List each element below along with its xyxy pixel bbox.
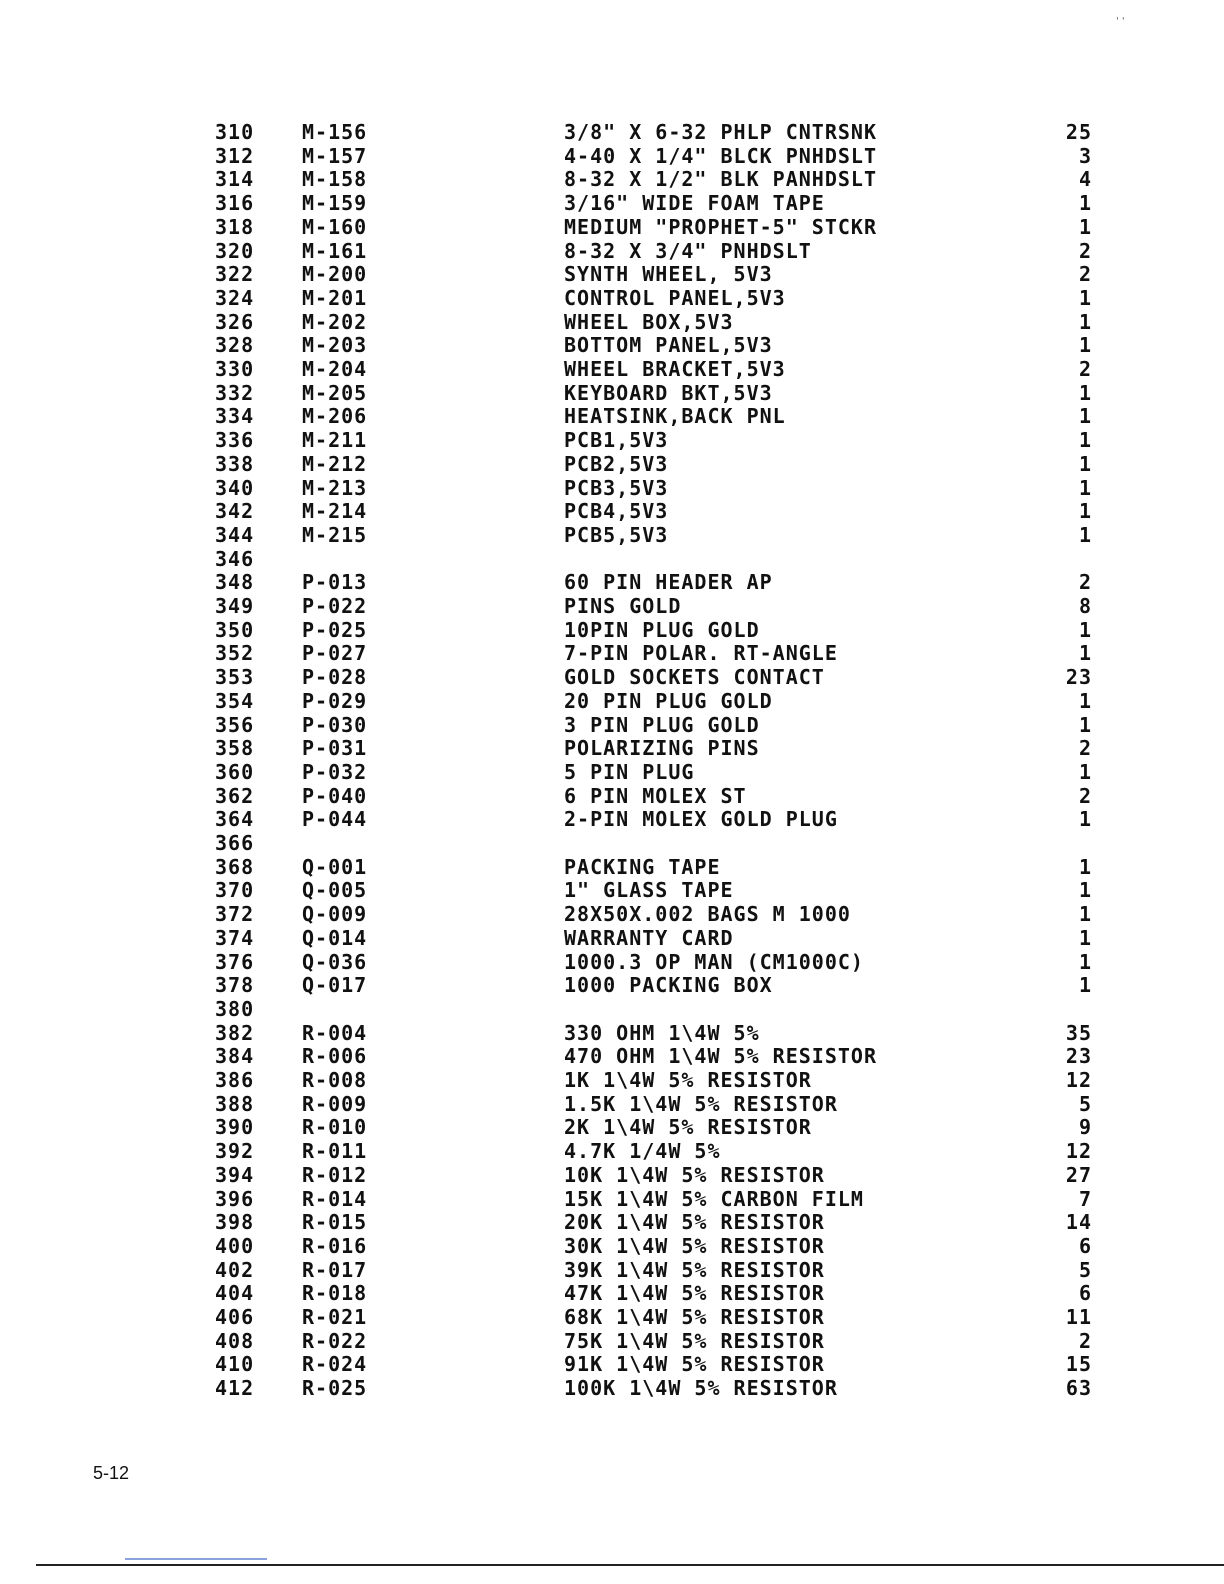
part-number: R-014 bbox=[302, 1186, 368, 1211]
quantity: 1 bbox=[1078, 380, 1092, 405]
part-number: Q-009 bbox=[302, 902, 368, 927]
quantity: 23 bbox=[1065, 1044, 1092, 1069]
description: PACKING TAPE bbox=[564, 854, 721, 879]
table-row bbox=[0, 1115, 1224, 1139]
part-number: P-029 bbox=[302, 688, 368, 713]
table-row bbox=[0, 523, 1224, 547]
table-row bbox=[0, 926, 1224, 950]
quantity: 1 bbox=[1078, 973, 1092, 998]
part-number: R-009 bbox=[302, 1091, 368, 1116]
table-row bbox=[0, 618, 1224, 642]
quantity: 15 bbox=[1065, 1352, 1092, 1377]
part-number: Q-001 bbox=[302, 854, 368, 879]
table-row bbox=[0, 665, 1224, 689]
description: WHEEL BOX,5V3 bbox=[564, 309, 734, 334]
table-row bbox=[0, 215, 1224, 239]
quantity: 1 bbox=[1078, 522, 1092, 547]
part-number: M-203 bbox=[302, 333, 368, 358]
description: 330 OHM 1\4W 5% bbox=[564, 1020, 760, 1045]
quantity: 7 bbox=[1078, 1186, 1092, 1211]
table-row bbox=[0, 1329, 1224, 1353]
description: 60 PIN HEADER AP bbox=[564, 570, 773, 595]
table-row bbox=[0, 191, 1224, 215]
quantity: 1 bbox=[1078, 712, 1092, 737]
part-number: P-044 bbox=[302, 807, 368, 832]
part-number: M-157 bbox=[302, 143, 368, 168]
line-number: 360 bbox=[215, 759, 255, 784]
part-number: M-201 bbox=[302, 285, 368, 310]
table-row bbox=[0, 973, 1224, 997]
quantity: 1 bbox=[1078, 285, 1092, 310]
line-number: 334 bbox=[215, 404, 255, 429]
table-row bbox=[0, 1044, 1224, 1068]
quantity: 2 bbox=[1078, 736, 1092, 761]
description: 28X50X.002 BAGS M 1000 bbox=[564, 902, 851, 927]
quantity: 25 bbox=[1065, 120, 1092, 144]
quantity: 1 bbox=[1078, 404, 1092, 429]
quantity: 4 bbox=[1078, 167, 1092, 192]
description: 30K 1\4W 5% RESISTOR bbox=[564, 1233, 825, 1258]
line-number: 374 bbox=[215, 925, 255, 950]
table-row bbox=[0, 878, 1224, 902]
part-number: M-212 bbox=[302, 451, 368, 476]
description: POLARIZING PINS bbox=[564, 736, 760, 761]
quantity: 1 bbox=[1078, 759, 1092, 784]
description: 91K 1\4W 5% RESISTOR bbox=[564, 1352, 825, 1377]
table-row bbox=[0, 1281, 1224, 1305]
description: 15K 1\4W 5% CARBON FILM bbox=[564, 1186, 864, 1211]
corner-mark: ' ' bbox=[1116, 16, 1125, 27]
quantity: 12 bbox=[1065, 1068, 1092, 1092]
quantity: 2 bbox=[1078, 783, 1092, 808]
description: PCB2,5V3 bbox=[564, 451, 669, 476]
part-number: P-031 bbox=[302, 736, 368, 761]
description: 10K 1\4W 5% RESISTOR bbox=[564, 1162, 825, 1187]
table-row bbox=[0, 1234, 1224, 1258]
table-row bbox=[0, 831, 1224, 855]
table-row bbox=[0, 997, 1224, 1021]
quantity: 1 bbox=[1078, 688, 1092, 713]
description: 3/16" WIDE FOAM TAPE bbox=[564, 191, 825, 216]
line-number: 400 bbox=[215, 1233, 255, 1258]
table-row bbox=[0, 1092, 1224, 1116]
description: 2K 1\4W 5% RESISTOR bbox=[564, 1115, 812, 1140]
table-row bbox=[0, 428, 1224, 452]
table-row bbox=[0, 167, 1224, 191]
description: 4.7K 1/4W 5% bbox=[564, 1139, 721, 1164]
part-number: M-202 bbox=[302, 309, 368, 334]
line-number: 376 bbox=[215, 949, 255, 974]
part-number: R-017 bbox=[302, 1257, 368, 1282]
line-number: 356 bbox=[215, 712, 255, 737]
quantity: 6 bbox=[1078, 1233, 1092, 1258]
table-row bbox=[0, 1376, 1224, 1400]
description: 1" GLASS TAPE bbox=[564, 878, 734, 903]
quantity: 1 bbox=[1078, 641, 1092, 666]
table-row bbox=[0, 807, 1224, 831]
table-row bbox=[0, 239, 1224, 263]
description: HEATSINK,BACK PNL bbox=[564, 404, 786, 429]
part-number: R-010 bbox=[302, 1115, 368, 1140]
line-number: 312 bbox=[215, 143, 255, 168]
part-number: M-156 bbox=[302, 120, 368, 144]
line-number: 372 bbox=[215, 902, 255, 927]
description: 1000.3 OP MAN (CM1000C) bbox=[564, 949, 864, 974]
description: 1.5K 1\4W 5% RESISTOR bbox=[564, 1091, 838, 1116]
quantity: 1 bbox=[1078, 902, 1092, 927]
line-number: 332 bbox=[215, 380, 255, 405]
table-row bbox=[0, 902, 1224, 926]
description: KEYBOARD BKT,5V3 bbox=[564, 380, 773, 405]
description: 1K 1\4W 5% RESISTOR bbox=[564, 1068, 812, 1092]
part-number: R-008 bbox=[302, 1068, 368, 1092]
line-number: 314 bbox=[215, 167, 255, 192]
part-number: Q-036 bbox=[302, 949, 368, 974]
table-row bbox=[0, 1305, 1224, 1329]
part-number: M-200 bbox=[302, 262, 368, 287]
table-row bbox=[0, 1021, 1224, 1045]
part-number: P-032 bbox=[302, 759, 368, 784]
part-number: R-011 bbox=[302, 1139, 368, 1164]
line-number: 328 bbox=[215, 333, 255, 358]
quantity: 1 bbox=[1078, 451, 1092, 476]
description: BOTTOM PANEL,5V3 bbox=[564, 333, 773, 358]
description: 75K 1\4W 5% RESISTOR bbox=[564, 1328, 825, 1353]
line-number: 370 bbox=[215, 878, 255, 903]
part-number: R-018 bbox=[302, 1281, 368, 1306]
part-number: P-013 bbox=[302, 570, 368, 595]
table-row bbox=[0, 1187, 1224, 1211]
line-number: 404 bbox=[215, 1281, 255, 1306]
quantity: 1 bbox=[1078, 617, 1092, 642]
quantity: 6 bbox=[1078, 1281, 1092, 1306]
line-number: 406 bbox=[215, 1305, 255, 1329]
description: PCB3,5V3 bbox=[564, 475, 669, 500]
bottom-rule bbox=[36, 1564, 1224, 1566]
description: SYNTH WHEEL, 5V3 bbox=[564, 262, 773, 287]
line-number: 342 bbox=[215, 499, 255, 524]
description: PCB1,5V3 bbox=[564, 428, 669, 453]
line-number: 398 bbox=[215, 1210, 255, 1235]
table-row bbox=[0, 713, 1224, 737]
quantity: 2 bbox=[1078, 1328, 1092, 1353]
table-row bbox=[0, 760, 1224, 784]
line-number: 366 bbox=[215, 831, 255, 855]
line-number: 322 bbox=[215, 262, 255, 287]
line-number: 362 bbox=[215, 783, 255, 808]
quantity: 1 bbox=[1078, 191, 1092, 216]
quantity: 63 bbox=[1065, 1376, 1092, 1401]
description: 47K 1\4W 5% RESISTOR bbox=[564, 1281, 825, 1306]
quantity: 8 bbox=[1078, 594, 1092, 618]
line-number: 326 bbox=[215, 309, 255, 334]
quantity: 1 bbox=[1078, 214, 1092, 239]
part-number: R-025 bbox=[302, 1376, 368, 1401]
line-number: 324 bbox=[215, 285, 255, 310]
table-row bbox=[0, 641, 1224, 665]
line-number: 368 bbox=[215, 854, 255, 879]
quantity: 1 bbox=[1078, 333, 1092, 358]
line-number: 358 bbox=[215, 736, 255, 761]
part-number: M-213 bbox=[302, 475, 368, 500]
part-number: R-016 bbox=[302, 1233, 368, 1258]
part-number: R-004 bbox=[302, 1020, 368, 1045]
description: 2-PIN MOLEX GOLD PLUG bbox=[564, 807, 838, 832]
quantity: 1 bbox=[1078, 309, 1092, 334]
quantity: 1 bbox=[1078, 499, 1092, 524]
description: PINS GOLD bbox=[564, 594, 682, 618]
description: WHEEL BRACKET,5V3 bbox=[564, 357, 786, 381]
part-number: P-022 bbox=[302, 594, 368, 618]
part-number: P-040 bbox=[302, 783, 368, 808]
quantity: 2 bbox=[1078, 238, 1092, 263]
table-row bbox=[0, 950, 1224, 974]
table-row bbox=[0, 784, 1224, 808]
description: 8-32 X 1/2" BLK PANHDSLT bbox=[564, 167, 877, 192]
line-number: 320 bbox=[215, 238, 255, 263]
line-number: 348 bbox=[215, 570, 255, 595]
table-row bbox=[0, 1258, 1224, 1282]
line-number: 318 bbox=[215, 214, 255, 239]
line-number: 386 bbox=[215, 1068, 255, 1092]
line-number: 354 bbox=[215, 688, 255, 713]
line-number: 396 bbox=[215, 1186, 255, 1211]
part-number: P-030 bbox=[302, 712, 368, 737]
quantity: 11 bbox=[1065, 1305, 1092, 1329]
quantity: 5 bbox=[1078, 1091, 1092, 1116]
line-number: 338 bbox=[215, 451, 255, 476]
table-row bbox=[0, 381, 1224, 405]
quantity: 1 bbox=[1078, 925, 1092, 950]
quantity: 1 bbox=[1078, 949, 1092, 974]
table-row bbox=[0, 1352, 1224, 1376]
quantity: 1 bbox=[1078, 428, 1092, 453]
description: 1000 PACKING BOX bbox=[564, 973, 773, 998]
table-row bbox=[0, 1139, 1224, 1163]
part-number: P-028 bbox=[302, 665, 368, 690]
quantity: 14 bbox=[1065, 1210, 1092, 1235]
part-number: R-012 bbox=[302, 1162, 368, 1187]
quantity: 9 bbox=[1078, 1115, 1092, 1140]
table-row bbox=[0, 855, 1224, 879]
table-row bbox=[0, 1068, 1224, 1092]
part-number: M-205 bbox=[302, 380, 368, 405]
table-row bbox=[0, 547, 1224, 571]
part-number: Q-014 bbox=[302, 925, 368, 950]
table-row bbox=[0, 404, 1224, 428]
part-number: M-158 bbox=[302, 167, 368, 192]
table-row bbox=[0, 262, 1224, 286]
description: 3/8" X 6-32 PHLP CNTRSNK bbox=[564, 120, 877, 144]
description: WARRANTY CARD bbox=[564, 925, 734, 950]
blue-underline bbox=[125, 1558, 267, 1560]
description: 3 PIN PLUG GOLD bbox=[564, 712, 760, 737]
line-number: 384 bbox=[215, 1044, 255, 1069]
quantity: 1 bbox=[1078, 878, 1092, 903]
part-number: R-006 bbox=[302, 1044, 368, 1069]
line-number: 378 bbox=[215, 973, 255, 998]
part-number: P-025 bbox=[302, 617, 368, 642]
line-number: 364 bbox=[215, 807, 255, 832]
description: 7-PIN POLAR. RT-ANGLE bbox=[564, 641, 838, 666]
part-number: M-159 bbox=[302, 191, 368, 216]
line-number: 350 bbox=[215, 617, 255, 642]
quantity: 23 bbox=[1065, 665, 1092, 690]
part-number: M-204 bbox=[302, 357, 368, 381]
part-number: M-161 bbox=[302, 238, 368, 263]
table-row bbox=[0, 499, 1224, 523]
description: 4-40 X 1/4" BLCK PNHDSLT bbox=[564, 143, 877, 168]
description: MEDIUM "PROPHET-5" STCKR bbox=[564, 214, 877, 239]
quantity: 27 bbox=[1065, 1162, 1092, 1187]
part-number: Q-005 bbox=[302, 878, 368, 903]
description: GOLD SOCKETS CONTACT bbox=[564, 665, 825, 690]
table-row bbox=[0, 689, 1224, 713]
description: 20K 1\4W 5% RESISTOR bbox=[564, 1210, 825, 1235]
description: PCB4,5V3 bbox=[564, 499, 669, 524]
description: 10PIN PLUG GOLD bbox=[564, 617, 760, 642]
line-number: 310 bbox=[215, 120, 255, 144]
table-row bbox=[0, 1163, 1224, 1187]
line-number: 344 bbox=[215, 522, 255, 547]
quantity: 12 bbox=[1065, 1139, 1092, 1164]
table-row bbox=[0, 594, 1224, 618]
table-row bbox=[0, 476, 1224, 500]
description: 39K 1\4W 5% RESISTOR bbox=[564, 1257, 825, 1282]
line-number: 382 bbox=[215, 1020, 255, 1045]
quantity: 2 bbox=[1078, 262, 1092, 287]
line-number: 390 bbox=[215, 1115, 255, 1140]
line-number: 353 bbox=[215, 665, 255, 690]
table-row bbox=[0, 736, 1224, 760]
line-number: 412 bbox=[215, 1376, 255, 1401]
description: CONTROL PANEL,5V3 bbox=[564, 285, 786, 310]
line-number: 388 bbox=[215, 1091, 255, 1116]
part-number: R-024 bbox=[302, 1352, 368, 1377]
page-number: 5-12 bbox=[93, 1463, 130, 1483]
quantity: 5 bbox=[1078, 1257, 1092, 1282]
description: 100K 1\4W 5% RESISTOR bbox=[564, 1376, 838, 1401]
table-row bbox=[0, 310, 1224, 334]
line-number: 316 bbox=[215, 191, 255, 216]
part-number: M-214 bbox=[302, 499, 368, 524]
table-row bbox=[0, 333, 1224, 357]
line-number: 330 bbox=[215, 357, 255, 381]
description: 5 PIN PLUG bbox=[564, 759, 695, 784]
part-number: M-160 bbox=[302, 214, 368, 239]
description: 6 PIN MOLEX ST bbox=[564, 783, 747, 808]
description: 20 PIN PLUG GOLD bbox=[564, 688, 773, 713]
table-row bbox=[0, 357, 1224, 381]
quantity: 1 bbox=[1078, 807, 1092, 832]
line-number: 380 bbox=[215, 996, 255, 1021]
table-row bbox=[0, 570, 1224, 594]
quantity: 2 bbox=[1078, 357, 1092, 381]
table-row bbox=[0, 144, 1224, 168]
line-number: 336 bbox=[215, 428, 255, 453]
description: 8-32 X 3/4" PNHDSLT bbox=[564, 238, 812, 263]
line-number: 346 bbox=[215, 546, 255, 571]
table-row bbox=[0, 1210, 1224, 1234]
part-number: R-022 bbox=[302, 1328, 368, 1353]
part-number: M-211 bbox=[302, 428, 368, 453]
quantity: 3 bbox=[1078, 143, 1092, 168]
quantity: 35 bbox=[1065, 1020, 1092, 1045]
line-number: 408 bbox=[215, 1328, 255, 1353]
description: 68K 1\4W 5% RESISTOR bbox=[564, 1305, 825, 1329]
part-number: P-027 bbox=[302, 641, 368, 666]
line-number: 349 bbox=[215, 594, 255, 618]
line-number: 410 bbox=[215, 1352, 255, 1377]
description: PCB5,5V3 bbox=[564, 522, 669, 547]
part-number: R-021 bbox=[302, 1305, 368, 1329]
description: 470 OHM 1\4W 5% RESISTOR bbox=[564, 1044, 877, 1069]
part-number: M-215 bbox=[302, 522, 368, 547]
part-number: M-206 bbox=[302, 404, 368, 429]
quantity: 1 bbox=[1078, 475, 1092, 500]
line-number: 352 bbox=[215, 641, 255, 666]
line-number: 340 bbox=[215, 475, 255, 500]
part-number: R-015 bbox=[302, 1210, 368, 1235]
quantity: 2 bbox=[1078, 570, 1092, 595]
line-number: 392 bbox=[215, 1139, 255, 1164]
quantity: 1 bbox=[1078, 854, 1092, 879]
line-number: 394 bbox=[215, 1162, 255, 1187]
table-row bbox=[0, 120, 1224, 144]
part-number: Q-017 bbox=[302, 973, 368, 998]
table-row bbox=[0, 452, 1224, 476]
table-row bbox=[0, 286, 1224, 310]
line-number: 402 bbox=[215, 1257, 255, 1282]
